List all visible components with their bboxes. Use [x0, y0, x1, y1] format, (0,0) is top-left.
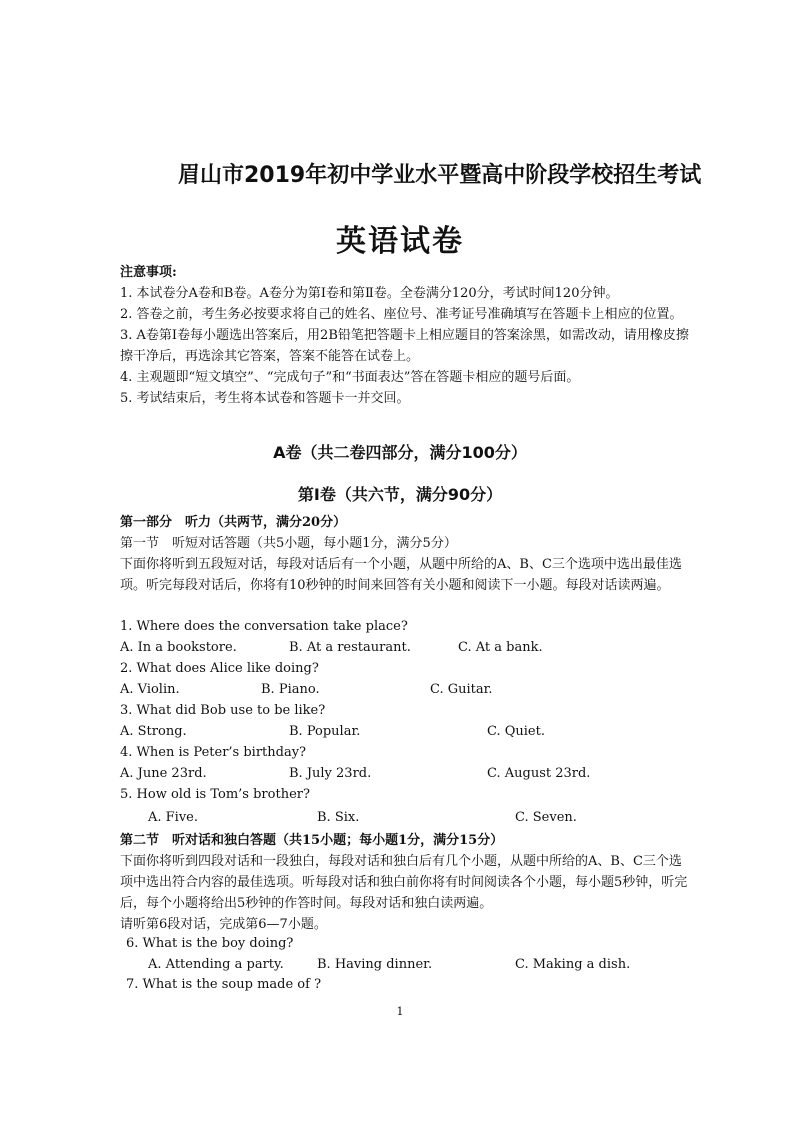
section-a-heading: A卷（共二卷四部分，满分100分） — [273, 443, 527, 462]
question-text: 1. Where does the conversation take place? — [120, 619, 408, 634]
question-text: 2. What does Alice like doing? — [120, 661, 319, 676]
option-c: C. Seven. — [515, 810, 577, 825]
option-a: A. Strong. — [120, 724, 187, 739]
sec1-heading: 第一节 听短对话答题（共5小题，每小题1分，满分5分） — [120, 536, 457, 551]
volume-1-heading: 第I卷（共六节，满分90分） — [297, 485, 503, 504]
option-b: B. Piano. — [261, 682, 320, 697]
option-a: A. Five. — [148, 810, 199, 825]
option-c: C. Guitar. — [430, 682, 493, 697]
question-text: 7. What is the soup made of ? — [126, 977, 322, 992]
option-b: B. July 23rd. — [289, 766, 372, 781]
option-c: C. At a bank. — [458, 640, 543, 655]
exam-title: 眉山市2019年初中学业水平暨高中阶段学校招生考试 — [178, 163, 702, 188]
question-text: 6. What is the boy doing? — [126, 936, 294, 951]
notice-section — [120, 262, 690, 409]
option-b: B. At a restaurant. — [289, 640, 411, 655]
sec2-instructions: 下面你将听到四段对话和一段独白，每段对话和独白后有几个小题，从题中所给的A、B、C三个选项中选出符合内容的最佳选项。听每段对话和独白前你将有时间阅读各个小题，每小题5秒钟，听完后，每个小题将给出5秒钟的作答时间。每段对话和独白读两遍。 — [120, 854, 688, 911]
option-c: C. Making a dish. — [515, 957, 631, 972]
sec1-instructions: 下面你将听到五段短对话，每段对话后有一个小题，从题中所给的A、B、C三个选项中选出最佳选项。听完每段对话后，你将有10秒钟的时间来回答有关小题和阅读下一小题。每段对话读两遍。 — [120, 557, 682, 593]
option-c: C. Quiet. — [487, 724, 545, 739]
question-text: 3. What did Bob use to be like? — [120, 703, 326, 718]
option-b: B. Having dinner. — [317, 957, 433, 972]
option-a: A. June 23rd. — [120, 766, 207, 781]
question-text: 4. When is Peter’s birthday? — [120, 745, 307, 760]
notice-item: 5. 考试结束后，考生将本试卷和答题卡一并交回。 — [120, 391, 410, 406]
part1-intro — [120, 512, 690, 596]
sec2-intro — [120, 830, 690, 935]
question-text: 5. How old is Tom’s brother? — [120, 787, 310, 802]
notice-item: 3. A卷第I卷每小题选出答案后，用2B铅笔把答题卡上相应题目的答案涂黑，如需改动，请用橡皮擦擦干净后，再选涂其它答案，答案不能答在试卷上。 — [120, 328, 689, 364]
option-b: B. Popular. — [289, 724, 361, 739]
notice-heading: 注意事项: — [120, 265, 177, 280]
notice-item: 1. 本试卷分A卷和B卷。A卷分为第I卷和第Ⅱ卷。全卷满分120分，考试时间120分钟。 — [120, 286, 619, 301]
option-a: A. Violin. — [120, 682, 180, 697]
page-number: 1 — [396, 1005, 404, 1018]
sec2-heading: 第二节 听对话和独白答题（共15小题；每小题1分，满分15分） — [120, 833, 504, 848]
notice-item: 4. 主观题即“短文填空”、“完成句子”和“书面表达”答在答题卡相应的题号后面。 — [120, 370, 580, 385]
option-b: B. Six. — [317, 810, 360, 825]
part1-heading: 第一部分 听力（共两节，满分20分） — [120, 515, 347, 530]
option-c: C. August 23rd. — [487, 766, 591, 781]
exam-subtitle: 英语试卷 — [336, 224, 464, 259]
notice-item: 2. 答卷之前，考生务必按要求将自己的姓名、座位号、准考证号准确填写在答题卡上相应的位置。 — [120, 307, 683, 322]
sec2-note: 请听第6段对话，完成第6—7小题。 — [120, 917, 327, 932]
option-a: A. In a bookstore. — [120, 640, 237, 655]
option-a: A. Attending a party. — [148, 957, 284, 972]
